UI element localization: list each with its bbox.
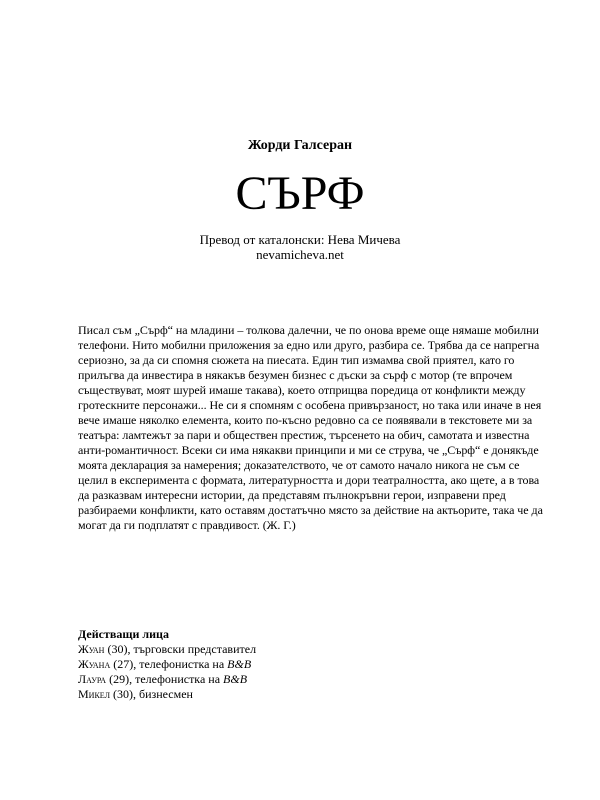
cast-list	[78, 627, 478, 702]
cast-member-name: Лаура	[78, 672, 107, 686]
cast-member-desc: (27), телефонистка на	[110, 657, 228, 671]
translator-credit: Превод от каталонски: Нева Мичева	[199, 232, 401, 247]
intro-paragraph: Писал съм „Сърф“ на младини – толкова далечни, че по онова време още нямаше мобилни телефони. Нито мобилни приложения за едно или друго, разбира се. Трябва да се напрегна сериозно, за да си спомня сюжета на пиесата. Един тип измамва свой приятел, като го прилъгва да инвестира в някакъв безумен бизнес с дъски за сърф с мотор (те впрочем съществуват, моят шурей имаше такава), което отприщва поредица от конфликти между гротескните персонажи... Не си я спомням с особена привързаност, но така или иначе в нея вече имаше няколко елемента, които по-късно редовно са се появявали в текстовете ми за театъра: ламтежът за пари и обществен престиж, търсенето на обич, самотата и известна анти-романтичност. Всеки си има някакви принципи и ми се струва, че „Сърф“ е донякъде моята декларация за намерения; доказателството, че от самото начало никога не съм се целил в експеримента с формата, литературността и дори театралността, ако щете, а в това да разказвам интересни истории, да представям пълнокръвни герои, изправени пред разбираеми конфликти, като оставям достатъчно място за действие на актьорите, така че да могат да ги подплатят с правдивост. (Ж. Г.)	[78, 323, 543, 532]
author-name: Жорди Галсеран	[247, 138, 353, 153]
cast-member	[78, 687, 478, 702]
cast-member-name: Жуана	[78, 657, 111, 671]
play-title: СЪРФ	[235, 167, 365, 220]
cast-member	[78, 657, 478, 672]
cast-member-desc: (30), бизнесмен	[110, 687, 193, 701]
cast-member-name: Жуан	[78, 642, 105, 656]
cast-member-company: B&B	[227, 657, 252, 671]
cast-member-name: Микел	[78, 687, 110, 701]
cast-member-desc: (30), търговски представител	[104, 642, 257, 656]
cast-member	[78, 642, 478, 657]
cast-member	[78, 672, 478, 687]
website-link[interactable]: nevamicheva.net	[256, 247, 344, 262]
cast-member-company: B&B	[223, 672, 248, 686]
cast-heading: Действащи лица	[78, 627, 169, 641]
cast-member-desc: (29), телефонистка на	[106, 672, 224, 686]
